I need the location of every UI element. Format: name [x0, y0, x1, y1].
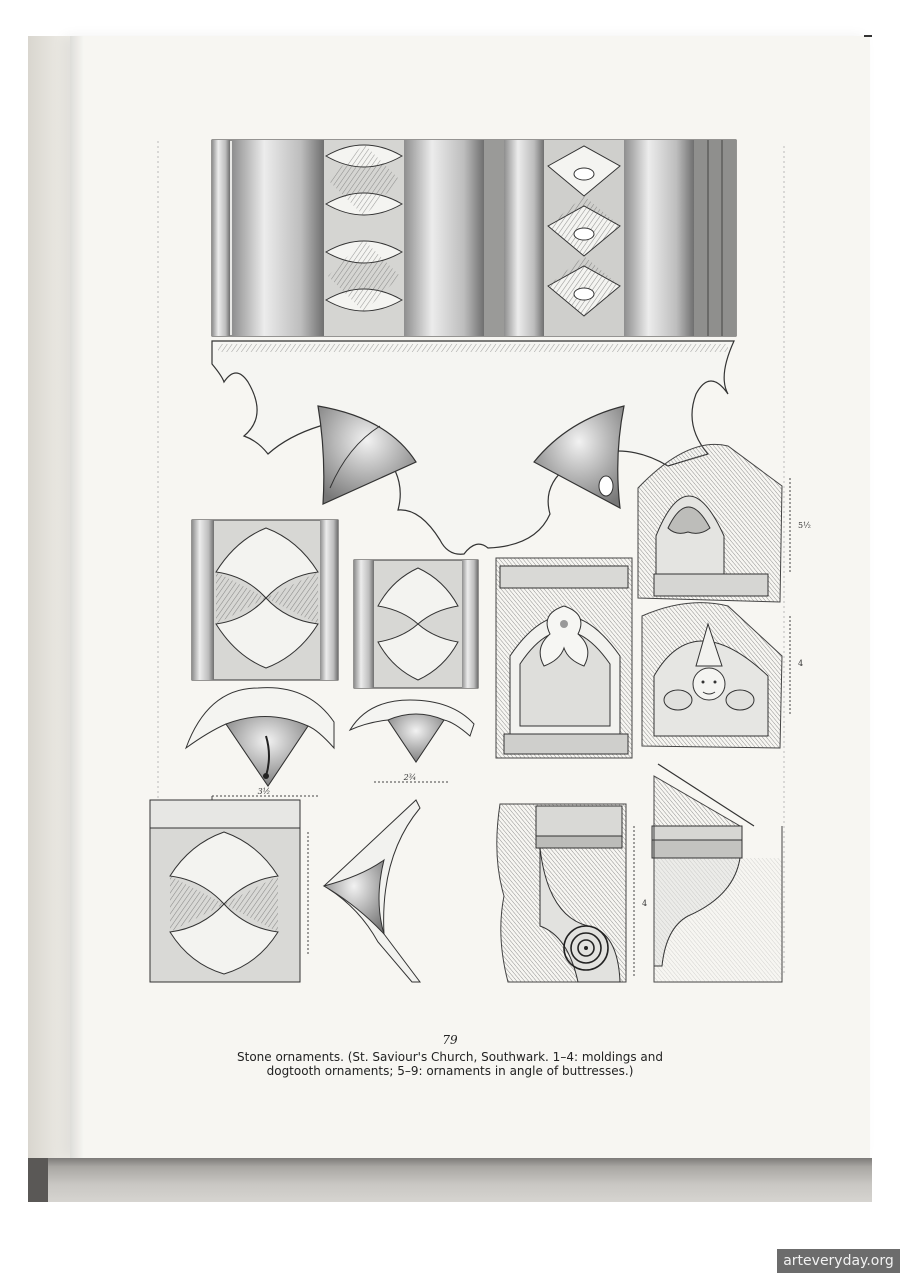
dimension-label-6: 4	[642, 899, 648, 908]
dogtooth-block-1	[192, 520, 338, 680]
plate-caption	[200, 1050, 700, 1078]
dimension-label-4: 5½	[798, 521, 811, 530]
scan-bottom-corner	[28, 1158, 48, 1202]
dimension-label-2: 3½	[257, 787, 271, 796]
stone-ornaments-plate	[148, 136, 811, 991]
watermark-badge	[777, 1249, 900, 1273]
dogtooth-profile-3	[324, 800, 420, 982]
buttress-niche-head	[642, 603, 803, 748]
buttress-niche-arch	[638, 444, 811, 602]
buttress-bracket	[652, 764, 782, 982]
caption-line-2: dogtooth ornaments; 5–9: ornaments in angle of buttresses.)	[266, 1064, 634, 1078]
watermark-text: arteveryday.org	[783, 1253, 894, 1269]
dimension-label-3: 2¾	[403, 773, 417, 782]
dogtooth-block-3	[150, 800, 308, 982]
dimension-label-5: 4	[798, 659, 804, 668]
caption-line-1: Stone ornaments. (St. Saviour's Church, Southwark. 1–4: moldings and	[237, 1050, 663, 1064]
molding-strip-top	[212, 140, 736, 336]
scan-bottom-band	[28, 1158, 872, 1202]
scan-edge-mark	[864, 35, 872, 37]
dogtooth-profile-1	[186, 688, 334, 806]
buttress-arch-fleur	[496, 558, 632, 758]
plate-number: 79	[442, 1033, 458, 1047]
dogtooth-profile-2	[350, 700, 474, 782]
buttress-corbel-spiral	[497, 804, 647, 982]
page-gutter-shadow	[70, 36, 84, 1158]
dogtooth-block-2	[354, 560, 478, 688]
